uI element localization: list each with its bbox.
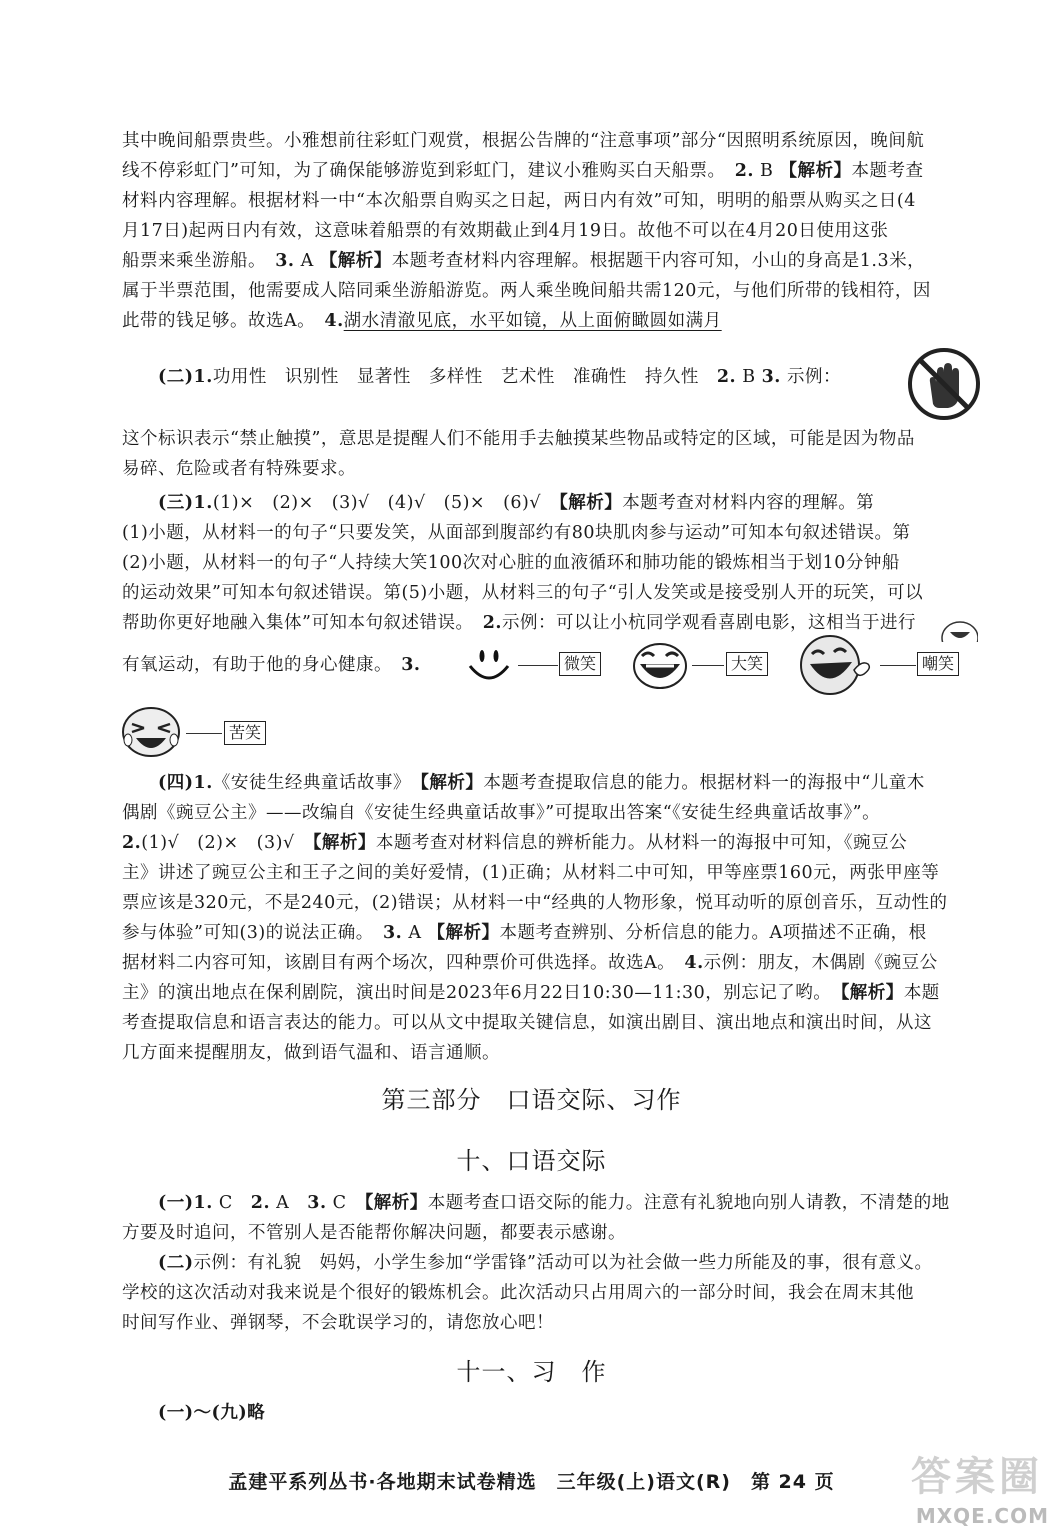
page-footer: 孟建平系列丛书·各地期末试卷精选 三年级(上)语文(R) 第 24 页 <box>228 1471 835 1493</box>
text-line: 时间写作业、弹钢琴，不会耽误学习的，请您放心吧！ <box>122 1313 554 1333</box>
text-span: 示例： <box>780 367 841 387</box>
text-line: 其中晚间船票贵些。小雅想前往彩虹门观赏，根据公告牌的“注意事项”部分“因照明系统原因，晚间航 <box>122 131 925 151</box>
answer-list: 功用性 识别性 显著性 多样性 艺术性 准确性 持久性 <box>212 367 699 387</box>
text-line: 几方面来提醒朋友，做到语气温和、语言通顺。 <box>122 1043 500 1063</box>
text-line <box>122 246 925 276</box>
text-line: 月17日)起两日内有效，这意味着船票的有效期截止到4月19日。故他不可以在4月20日使用这张 <box>122 221 889 241</box>
question-number: (一)1. <box>158 1193 213 1213</box>
text-line <box>122 918 927 948</box>
section-title: 十、口语交际 <box>456 1147 607 1175</box>
text-span: 本题考查辨别、分析信息的能力。A项描述不正确，根 <box>499 923 927 943</box>
text-span: 本题考查口语交际的能力。注意有礼貌地向别人请教，不清楚的地 <box>427 1193 950 1213</box>
text-line <box>158 1248 932 1278</box>
text-line: (一)～(九)略 <box>158 1403 266 1423</box>
part-title: 第三部分 口语交际、习作 <box>381 1086 682 1114</box>
text-span: 本题考查提取信息的能力。根据材料一的海报中“儿童木 <box>483 773 925 793</box>
text-line <box>158 768 925 798</box>
smile-face-icon <box>464 642 514 688</box>
question-number: 3. <box>761 367 781 387</box>
text-span: 帮助你更好地融入集体”可知本句叙述错误。 <box>122 613 483 633</box>
text-span: 有氧运动，有助于他的身心健康。 <box>122 655 384 675</box>
question-number: 4. <box>684 953 704 973</box>
text-line: 这个标识表示“禁止触摸”，意思是提醒人们不能用手去触摸某些物品或特定的区域，可能是因为物品 <box>122 429 915 449</box>
text-span: 示例：有礼貌 妈妈，小学生参加“学雷锋”活动可以为社会做一些力所能及的事，很有意义。 <box>193 1253 933 1273</box>
text-line <box>122 978 940 1008</box>
connector-line <box>880 665 916 666</box>
question-number: 2. <box>734 161 754 181</box>
question-number: (二) <box>158 1253 194 1273</box>
text-line <box>122 948 938 978</box>
question-number: (三)1. <box>158 493 213 513</box>
text-line: 主》讲述了豌豆公主和王子之间的美好爱情，(1)正确；从材料二中可知，甲等座票160元，两张甲座等 <box>122 863 940 883</box>
question-number: 3. <box>382 923 403 943</box>
question-number: (二)1. <box>158 367 213 387</box>
answer: B <box>736 367 762 387</box>
analysis-label: 【解析】 <box>779 161 852 181</box>
analysis-label: 【解析】 <box>312 833 376 853</box>
question-number: 2. <box>122 833 142 853</box>
text-span: 本题考查对材料内容的理解。第 <box>622 493 875 513</box>
section-title: 十一、习 作 <box>456 1358 607 1386</box>
text-span: 线不停彩虹门”可知，为了确保能够游览到彩虹门，建议小雅购买白天船票。 <box>122 161 735 181</box>
text-span: 此带的钱足够。故选A。 <box>122 311 325 331</box>
bitter-laugh-face-icon <box>120 706 182 758</box>
text-span: 本题考查 <box>851 161 924 181</box>
text-line: 考查提取信息和语言表达的能力。可以从文中提取关键信息，如演出剧目、演出地点和演出时间，从这 <box>122 1013 932 1033</box>
text-span: 示例：可以让小杭同学观看喜剧电影，这相当于进行 <box>501 613 916 633</box>
answer: 《安徒生经典童话故事》 <box>212 773 421 793</box>
text-line: 易碎、危险或者有特殊要求。 <box>122 459 356 479</box>
question-number: 2. <box>250 1193 271 1213</box>
watermark-logo: 答案圈 <box>911 1453 1043 1500</box>
question-number: 3. <box>307 1193 327 1213</box>
text-line: 属于半票范围，他需要成人陪同乘坐游船游览。两人乘坐晚间船共需120元，与他们所带的钱相符，因 <box>122 281 931 301</box>
text-line: 的运动效果”可知本句叙述错误。第(5)小题，从材料三的句子“引人发笑或是接受别人开的玩笑，可以 <box>122 583 924 603</box>
text-line: (2)小题，从材料一的句子“人持续大笑100次对心脏的血液循环和肺功能的锻炼相当于划10分钟船 <box>122 553 900 573</box>
text-line: 学校的这次活动对我来说是个很好的锻炼机会。此次活动只占用周六的一部分时间，我会在周末其他 <box>122 1283 914 1303</box>
connector-line <box>186 733 222 734</box>
watermark: MXQE.COM <box>915 1504 1049 1528</box>
text-span: 船票来乘坐游船。 <box>122 251 276 271</box>
answer: (1)× (2)× (3)√ (4)√ (5)× (6)√ <box>212 493 560 513</box>
answer: A <box>402 923 428 943</box>
text-span: 本题考查材料内容理解。根据题干内容可知，小山的身高是1.3米， <box>391 251 926 271</box>
analysis-label: 【解析】 <box>427 923 500 943</box>
connector-line <box>518 665 558 666</box>
mocking-laugh-face-icon <box>798 634 878 696</box>
question-number: (四)1. <box>158 773 213 793</box>
analysis-label: 【解析】 <box>319 251 392 271</box>
text-span: 据材料二内容可知，该剧目有两个场次，四种票价可供选择。故选A。 <box>122 953 685 973</box>
text-line <box>122 828 907 858</box>
text-line: (1)小题，从材料一的句子“只要发笑，从面部到腹部约有80块肌肉参与运动”可知本句叙述错误。第 <box>122 523 911 543</box>
answer: (1)√ (2)× (3)√ <box>141 833 313 853</box>
answer: C <box>212 1193 251 1213</box>
answer: C <box>326 1193 365 1213</box>
laughing-face-corner-icon <box>936 612 978 642</box>
question-number: 2. <box>482 613 502 633</box>
analysis-label: 【解析】 <box>420 773 484 793</box>
big-laugh-label: 大笑 <box>726 652 768 676</box>
text-line <box>122 608 916 638</box>
question-number: 4. <box>324 311 344 331</box>
big-laugh-face-icon <box>632 640 688 690</box>
text-line <box>122 156 923 186</box>
text-line <box>122 306 722 336</box>
answer: A <box>270 1193 308 1213</box>
text-line <box>158 488 874 518</box>
text-span: 本题 <box>903 983 940 1003</box>
text-line: 票应该是320元，不是240元，(2)错误；从材料一中“经典的人物形象，悦耳动听的原创音乐，互动性的 <box>122 893 948 913</box>
connector-line <box>692 665 724 666</box>
text-span: 主》的演出地点在保利剧院，演出时间是2023年6月22日10:30—11:30，别忘记了哟。 <box>122 983 841 1003</box>
text-line <box>122 650 421 680</box>
question-number: 2. <box>716 367 737 387</box>
smile-label: 微笑 <box>559 652 601 676</box>
answer: B <box>753 161 780 181</box>
text-line: 方要及时追问，不管别人是否能帮你解决问题，都要表示感谢。 <box>122 1223 626 1243</box>
mocking-laugh-label: 嘲笑 <box>917 652 959 676</box>
text-line <box>158 362 841 392</box>
underlined-answer: 湖水清澈见底，水平如镜，从上面俯瞰圆如满月 <box>343 311 722 331</box>
text-span: 示例：朋友，木偶剧《豌豆公 <box>703 953 938 973</box>
question-number: 3. <box>275 251 295 271</box>
analysis-label: 【解析】 <box>840 983 904 1003</box>
answer: A <box>294 251 320 271</box>
question-number: 3. <box>401 655 421 675</box>
bitter-laugh-label: 苦笑 <box>224 721 266 745</box>
no-touch-sign-icon <box>906 346 982 422</box>
text-span: 参与体验”可知(3)的说法正确。 <box>122 923 383 943</box>
analysis-label: 【解析】 <box>364 1193 428 1213</box>
analysis-label: 【解析】 <box>559 493 623 513</box>
text-line: 材料内容理解。根据材料一中“本次船票自购买之日起，两日内有效”可知，明明的船票从购买之日(4 <box>122 191 916 211</box>
text-line: 偶剧《豌豆公主》——改编自《安徒生经典童话故事》”可提取出答案“《安徒生经典童话故事》”。 <box>122 803 881 823</box>
text-line <box>158 1188 950 1218</box>
text-span: 本题考查对材料信息的辨析能力。从材料一的海报中可知，《豌豆公 <box>375 833 908 853</box>
